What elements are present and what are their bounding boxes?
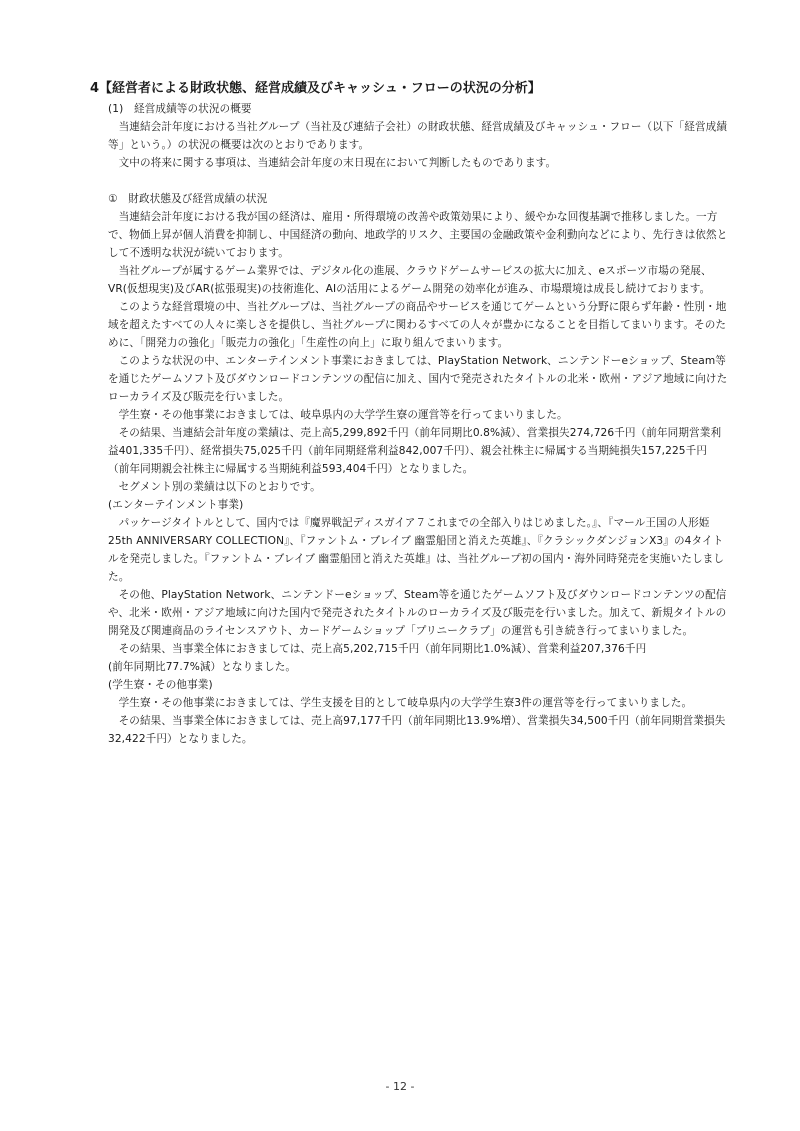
entertainment-heading: (エンターテインメント事業) <box>108 499 244 511</box>
financial-paragraph: このような経営環境の中、当社グループは、当社グループの商品やサービスを通じてゲームという分野に限らず年齢・性別・地域を超えたすべての人々に楽しさを提供し、当社グループに関わるすべての人々が豊かになることを目指してまいります。そのために、「開発力の強化」「販売力の強化」「生産性の向上」に取り組んでまいります。 <box>108 301 727 349</box>
financial-paragraph: 当社グループが属するゲーム業界では、デジタル化の進展、クラウドゲームサービスの拡大に加え、eスポーツ市場の発展、VR(仮想現実)及びAR(拡張現実)の技術進化、AIの活用によるゲーム開発の効率化が進み、市場環境は成長し続けております。 <box>108 265 712 295</box>
entertainment-paragraph: その他、PlayStation Network、ニンテンドーeショップ、Steam等を通じたゲームソフト及びダウンロードコンテンツの配信や、北米・欧州・アジア地域に向けた国内で発売されたタイトルのローカライズ及び販売を行いました。加えて、新規タイトルの開発及び関連商品のライセンスアウト、カードゲームショップ「プリニークラブ」の運営も引き続き行ってまいりました。 <box>108 589 727 637</box>
financial-paragraph: セグメント別の業績は以下のとおりです。 <box>118 481 321 493</box>
dormitory-paragraph: その結果、当事業全体におきましては、売上高97,177千円（前年同期比13.9%増）、営業損失34,500千円（前年同期営業損失32,422千円）となりました。 <box>108 715 726 745</box>
page-number: - 12 - <box>385 1080 415 1093</box>
financial-heading: ① 財政状態及び経営成績の状況 <box>108 193 268 205</box>
financial-paragraph: 当連結会計年度における我が国の経済は、雇用・所得環境の改善や政策効果により、緩やかな回復基調で推移しました。一方で、物価上昇が個人消費を抑制し、中国経済の動向、地政学的リスク、主要国の金融政策や金利動向などにより、先行きは依然として不透明な状況が続いております。 <box>108 211 728 259</box>
overview-paragraph: 当連結会計年度における当社グループ（当社及び連結子会社）の財政状態、経営成績及びキャッシュ・フロー（以下「経営成績等」という。）の状況の概要は次のとおりであります。 <box>108 121 728 151</box>
overview-block <box>108 118 728 172</box>
entertainment-paragraph: パッケージタイトルとして、国内では『魔界戦記ディスガイア７これまでの全部入りはじめました。』、『マール王国の人形姫25th ANNIVERSARY COLLECTION』、『ファントム・ブレイブ 幽霊船団と消えた英雄』、『クラシックダンジョンX3』の4タイトルを発売しました。『ファントム・ブレイブ 幽霊船団と消えた英雄』は、当社グループ初の国内・海外同時発売を実施いたしました。 <box>108 517 725 583</box>
financial-paragraph: その結果、当連結会計年度の業績は、売上高5,299,892千円（前年同期比0.8%減）、営業損失274,726千円（前年同期営業利益401,335千円）、経常損失75,025千円（前年同期経常利益842,007千円）、親会社株主に帰属する当期純損失157,225千円（前年同期親会社株主に帰属する当期純利益593,404千円）となりました。 <box>108 427 722 475</box>
financial-paragraph: 学生寮・その他事業におきましては、岐阜県内の大学学生寮の運営等を行ってまいりました。 <box>118 409 568 421</box>
financial-block <box>108 208 728 496</box>
entertainment-paragraph: その結果、当事業全体におきましては、売上高5,202,715千円（前年同期比1.0%減）、営業利益207,376千円 <box>118 643 647 655</box>
section-title: 4【経営者による財政状態、経営成績及びキャッシュ・フローの状況の分析】 <box>90 81 541 96</box>
document-body <box>108 100 728 748</box>
financial-paragraph: このような状況の中、エンターテインメント事業におきましては、PlayStation Network、ニンテンドーeショップ、Steam等を通じたゲームソフト及びダウンロードコンテンツの配信に加え、国内で発売されたタイトルの北米・欧州・アジア地域に向けたローカライズ及び販売を行いました。 <box>108 355 728 403</box>
dormitory-paragraph: 学生寮・その他事業におきましては、学生支援を目的として岐阜県内の大学学生寮3件の運営等を行ってまいりました。 <box>118 697 693 709</box>
dormitory-heading: (学生寮・その他事業) <box>108 679 213 691</box>
entertainment-block <box>108 514 728 676</box>
entertainment-paragraph: (前年同期比77.7%減）となりました。 <box>108 661 297 673</box>
overview-paragraph: 文中の将来に関する事項は、当連結会計年度の末日現在において判断したものであります。 <box>118 157 557 169</box>
dormitory-block <box>108 694 728 748</box>
overview-heading: (1) 経営成績等の状況の概要 <box>108 103 252 115</box>
